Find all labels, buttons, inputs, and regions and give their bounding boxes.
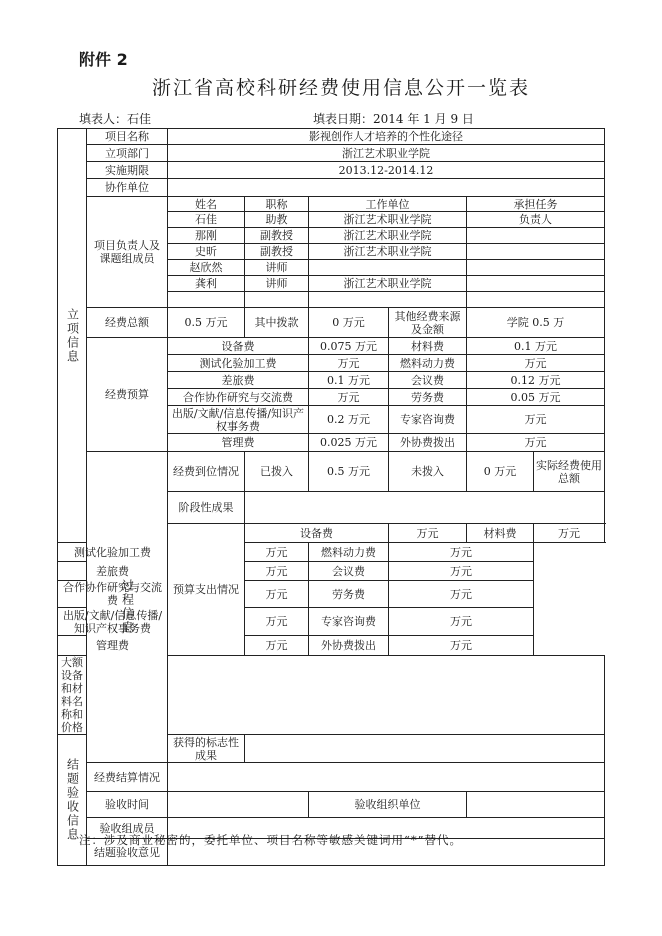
- budget-item-label: 材料费: [389, 338, 467, 355]
- member-task: [467, 260, 605, 276]
- period-value: 2013.12-2014.12: [168, 162, 605, 179]
- filler-name: 石佳: [127, 112, 152, 126]
- spend-item-label: 测试化验加工费: [58, 543, 168, 562]
- received-label: 已拨入: [245, 452, 309, 492]
- budget-item-value: 0.025 万元: [309, 434, 389, 452]
- member-name: [168, 292, 245, 308]
- spend-item-label: 外协费拨出: [309, 636, 389, 656]
- spend-item-label: 材料费: [467, 524, 534, 543]
- period-label: 实施期限: [87, 162, 168, 179]
- spend-item-label: 劳务费: [309, 581, 389, 608]
- actual-total-label: 实际经费使用总额: [534, 452, 605, 492]
- budget-item-value: 0.1 万元: [467, 338, 605, 355]
- budget-item-label: 燃料动力费: [389, 355, 467, 372]
- member-name: 那刚: [168, 228, 245, 244]
- budget-item-value: 万元: [309, 389, 389, 406]
- spend-item-value: 万元: [389, 562, 534, 581]
- dept-label: 立项部门: [87, 145, 168, 162]
- budget-item-label: 设备费: [168, 338, 309, 355]
- outcome-label: 获得的标志性成果: [168, 735, 245, 763]
- stage-results-label: 阶段性成果: [168, 492, 245, 524]
- budget-item-label: 差旅费: [168, 372, 309, 389]
- member-title: 讲师: [245, 276, 309, 292]
- member-name: 史昕: [168, 244, 245, 260]
- member-task: [467, 228, 605, 244]
- member-col-task: 承担任务: [467, 197, 605, 212]
- budget-item-value: 万元: [467, 434, 605, 452]
- budget-row: [58, 338, 605, 355]
- spend-item-label: 合作协作研究与交流费: [58, 581, 168, 608]
- member-title: [245, 292, 309, 308]
- footnote: 注：涉及商业秘密的，委托单位、项目名称等敏感关键词用“*”替代。: [79, 833, 463, 847]
- info-table: [57, 128, 605, 866]
- settlement-value: [168, 763, 605, 792]
- member-title: 副教授: [245, 228, 309, 244]
- spend-item-label: 专家咨询费: [309, 608, 389, 636]
- member-name: 龚利: [168, 276, 245, 292]
- section-closing-info: 结题验收信息: [58, 735, 87, 866]
- member-unit: 浙江艺术职业学院: [309, 276, 467, 292]
- member-unit: [309, 292, 467, 308]
- budget-item-label: 专家咨询费: [389, 406, 467, 434]
- acceptance-time-label: 验收时间: [87, 792, 168, 818]
- row-acceptance-time: [58, 792, 605, 818]
- section-process-info: 过程信息: [87, 452, 168, 763]
- allocation-value: 0 万元: [309, 308, 389, 338]
- filler-label: 填表人：: [79, 112, 128, 126]
- fill-date-label: 填表日期：: [313, 112, 374, 126]
- budget-item-label: 合作协作研究与交流费: [168, 389, 309, 406]
- budget-item-label: 会议费: [389, 372, 467, 389]
- spend-item-label: 差旅费: [58, 562, 168, 581]
- spend-label: 预算支出情况: [168, 524, 245, 656]
- budget-label: 经费预算: [87, 338, 168, 452]
- acceptance-org-value: [467, 792, 605, 818]
- members-header-row: [58, 197, 605, 212]
- equipment-value: [168, 656, 605, 735]
- member-task: 负责人: [467, 212, 605, 228]
- budget-item-label: 出版/文献/信息传播/知识产权事务费: [168, 406, 309, 434]
- budget-item-label: 外协费拨出: [389, 434, 467, 452]
- attachment-label: 附件 2: [79, 50, 128, 69]
- spend-item-label: 出版/文献/信息传播/知识产权事务费: [58, 608, 168, 636]
- spend-item-value: 万元: [389, 581, 534, 608]
- spend-item-value: 万元: [389, 543, 534, 562]
- acceptance-org-label: 验收组织单位: [309, 792, 467, 818]
- spend-item-value: 万元: [245, 543, 309, 562]
- budget-item-value: 0.05 万元: [467, 389, 605, 406]
- total-value: 0.5 万元: [168, 308, 245, 338]
- budget-item-value: 0.075 万元: [309, 338, 389, 355]
- member-unit: 浙江艺术职业学院: [309, 244, 467, 260]
- spend-item-value: 万元: [245, 636, 309, 656]
- member-unit: [309, 260, 467, 276]
- member-col-name: 姓名: [168, 197, 245, 212]
- spend-item-label: 设备费: [245, 524, 389, 543]
- member-col-unit: 工作单位: [309, 197, 467, 212]
- budget-item-value: 万元: [309, 355, 389, 372]
- row-funding-status: [58, 452, 605, 492]
- acceptance-members-label: 验收组成员: [87, 818, 168, 839]
- spend-item-value: 万元: [534, 524, 605, 543]
- received-value: 0.5 万元: [309, 452, 389, 492]
- spend-item-value: 万元: [389, 636, 534, 656]
- pending-value: 0 万元: [467, 452, 534, 492]
- spend-row: [58, 581, 605, 608]
- other-source-label: 其他经费来源及金额: [389, 308, 467, 338]
- budget-item-value: 0.12 万元: [467, 372, 605, 389]
- allocation-label: 其中拨款: [245, 308, 309, 338]
- spend-row: [58, 562, 605, 581]
- member-unit: 浙江艺术职业学院: [309, 212, 467, 228]
- member-title: 副教授: [245, 244, 309, 260]
- row-total-funding: [58, 308, 605, 338]
- budget-item-label: 测试化验加工费: [168, 355, 309, 372]
- settlement-label: 经费结算情况: [87, 763, 168, 792]
- spend-item-value: 万元: [245, 562, 309, 581]
- budget-item-label: 劳务费: [389, 389, 467, 406]
- members-label: 项目负责人及课题组成员: [87, 197, 168, 308]
- spend-row: [58, 543, 605, 562]
- member-title: 助教: [245, 212, 309, 228]
- spend-item-label: 燃料动力费: [309, 543, 389, 562]
- member-name: 赵欣然: [168, 260, 245, 276]
- total-label: 经费总额: [87, 308, 168, 338]
- member-task: [467, 292, 605, 308]
- row-partner: [58, 179, 605, 197]
- member-task: [467, 276, 605, 292]
- dept-value: 浙江艺术职业学院: [168, 145, 605, 162]
- row-project-name: [58, 129, 605, 145]
- member-task: [467, 244, 605, 260]
- member-col-title: 职称: [245, 197, 309, 212]
- project-name-value: 影视创作人才培养的个性化途径: [168, 129, 605, 145]
- row-period: [58, 162, 605, 179]
- project-name-label: 项目名称: [87, 129, 168, 145]
- row-settlement: [58, 763, 605, 792]
- spend-item-label: 会议费: [309, 562, 389, 581]
- spend-row: [58, 636, 605, 656]
- spend-item-label: 管理费: [58, 636, 168, 656]
- filler-field: [79, 110, 151, 127]
- fill-date-value: 2014 年 1 月 9 日: [373, 112, 474, 126]
- section-project-info: 立项信息: [58, 129, 87, 543]
- spend-item-value: 万元: [389, 608, 534, 636]
- member-title: 讲师: [245, 260, 309, 276]
- budget-item-value: 0.1 万元: [309, 372, 389, 389]
- spend-item-value: 万元: [245, 581, 309, 608]
- equipment-label: 大额设备和材料名称和价格: [58, 656, 87, 735]
- other-source-value: 学院 0.5 万: [467, 308, 605, 338]
- acceptance-time-value: [168, 792, 309, 818]
- partner-value: [168, 179, 605, 197]
- stage-results-value: [245, 492, 605, 524]
- budget-item-value: 万元: [467, 355, 605, 372]
- member-unit: 浙江艺术职业学院: [309, 228, 467, 244]
- spend-row: [58, 608, 605, 636]
- budget-item-value: 0.2 万元: [309, 406, 389, 434]
- page-title: 浙江省高校科研经费使用信息公开一览表: [151, 77, 530, 99]
- outcome-value: [245, 735, 605, 763]
- acceptance-opinion-label: 结题验收意见: [87, 839, 168, 866]
- budget-item-label: 管理费: [168, 434, 309, 452]
- spend-item-value: 万元: [245, 608, 309, 636]
- funding-status-label: 经费到位情况: [168, 452, 245, 492]
- spend-item-value: 万元: [389, 524, 467, 543]
- pending-label: 未拨入: [389, 452, 467, 492]
- row-dept: [58, 145, 605, 162]
- budget-item-value: 万元: [467, 406, 605, 434]
- member-name: 石佳: [168, 212, 245, 228]
- fill-date-field: [313, 110, 474, 127]
- partner-label: 协作单位: [87, 179, 168, 197]
